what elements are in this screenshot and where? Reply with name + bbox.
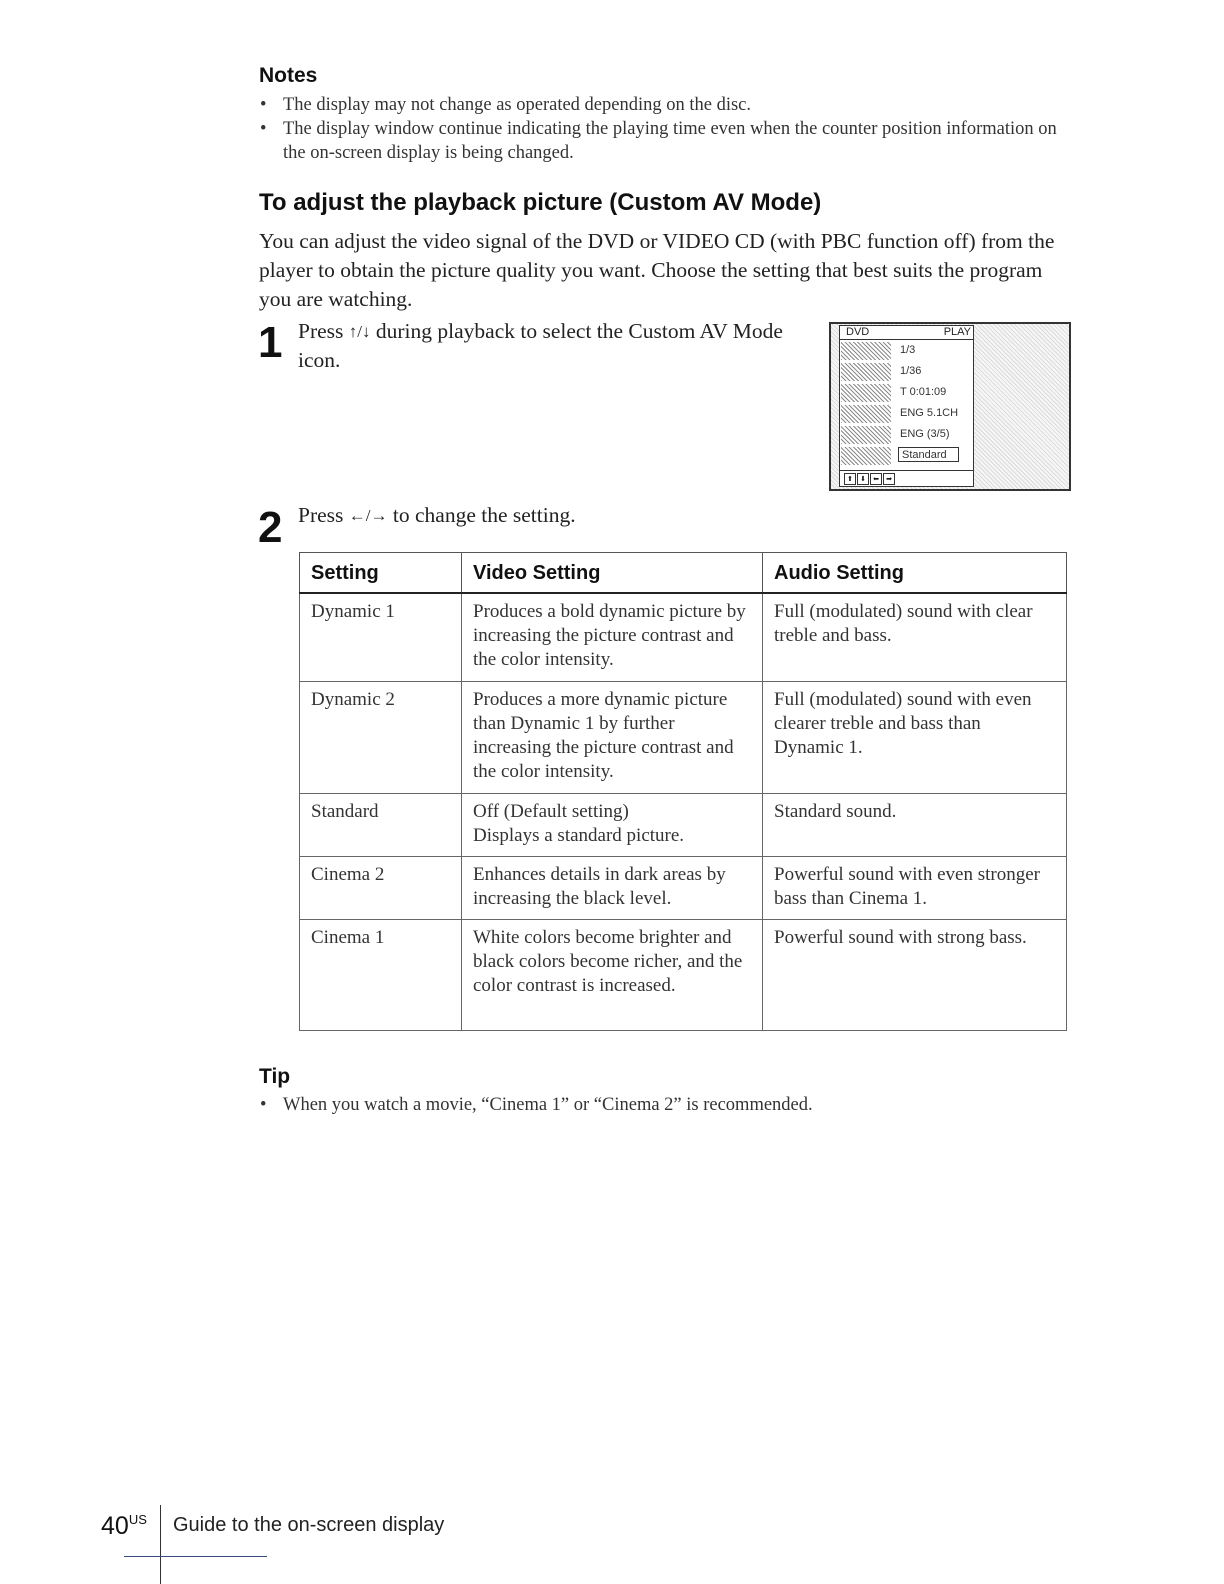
notes-heading: Notes	[259, 64, 318, 87]
audio-icon	[841, 405, 891, 423]
title-icon	[841, 342, 891, 360]
audio-setting-cell: Powerful sound with strong bass.	[763, 919, 1067, 1030]
chapter-icon	[841, 363, 891, 381]
setting-cell: Cinema 1	[300, 919, 462, 1030]
table-row	[300, 793, 1067, 856]
left-right-arrow-icon: ←/→	[348, 506, 388, 525]
table-row	[300, 919, 1067, 1030]
audio-setting-cell: Full (modulated) sound with clear treble and bass.	[763, 593, 1067, 681]
step-1-pre: Press	[298, 319, 349, 343]
page-number	[101, 1512, 147, 1541]
video-setting-cell: Off (Default setting) Displays a standard picture.	[462, 793, 763, 856]
custom-av-mode-icon	[841, 447, 891, 465]
up-arrow-icon: ⬆	[844, 473, 856, 485]
section-intro: You can adjust the video signal of the DVD or VIDEO CD (with PBC function off) from the player to obtain the picture quality you want. Choose the setting that best suits the program you are watching.	[259, 229, 1055, 311]
footer-divider	[160, 1505, 161, 1584]
osd-header	[840, 326, 973, 340]
step-1-text	[298, 317, 808, 374]
video-setting-cell: Produces a more dynamic picture than Dynamic 1 by further increasing the picture contrast and the color intensity.	[462, 681, 763, 793]
osd-audio-value: ENG 5.1CH	[900, 407, 959, 419]
step-1-post: during playback to select the Custom AV Mode icon.	[298, 319, 783, 372]
tip-heading: Tip	[259, 1065, 291, 1088]
video-setting-cell: White colors become brighter and black colors become richer, and the color contrast is increased.	[462, 919, 763, 1030]
footer-section-title: Guide to the on-screen display	[173, 1514, 445, 1536]
setting-cell: Standard	[300, 793, 462, 856]
osd-chapter-value: 1/36	[900, 365, 922, 377]
audio-setting-cell: Powerful sound with even stronger bass than Cinema 1.	[763, 856, 1067, 919]
osd-row-chapter	[840, 362, 973, 382]
footer-rule	[124, 1556, 267, 1557]
setting-cell: Dynamic 2	[300, 681, 462, 793]
audio-setting-cell: Full (modulated) sound with even clearer treble and bass than Dynamic 1.	[763, 681, 1067, 793]
step-2-post: to change the setting.	[387, 503, 576, 527]
osd-custom-av-mode-value: Standard	[898, 447, 959, 462]
page-number-value: 40	[101, 1512, 129, 1540]
osd-row-audio	[840, 404, 973, 424]
tip-item: • When you watch a movie, “Cinema 1” or “Cinema 2” is recommended.	[259, 1093, 1059, 1117]
table-row	[300, 856, 1067, 919]
column-header-setting: Setting	[300, 553, 462, 594]
step-2-pre: Press	[298, 503, 349, 527]
up-down-arrow-icon: ↑/↓	[348, 322, 371, 341]
audio-setting-cell: Standard sound.	[763, 793, 1067, 856]
column-header-video-setting: Video Setting	[462, 553, 763, 594]
osd-button-guide	[844, 473, 895, 485]
settings-table	[299, 552, 1067, 1031]
step-1-number: 1	[258, 318, 283, 367]
table-header-row	[300, 553, 1067, 594]
left-arrow-icon: ⬅	[870, 473, 882, 485]
right-arrow-icon: ➡	[883, 473, 895, 485]
osd-illustration	[829, 322, 1071, 491]
tip-list	[259, 1093, 1059, 1117]
osd-time-value: T 0:01:09	[900, 386, 947, 398]
note-item: • The display may not change as operated depending on the disc.	[259, 93, 1059, 117]
osd-row-title	[840, 341, 973, 361]
osd-row-time	[840, 383, 973, 403]
video-setting-cell: Produces a bold dynamic picture by increasing the picture contrast and the color intensity.	[462, 593, 763, 681]
table-row	[300, 593, 1067, 681]
table-row	[300, 681, 1067, 793]
setting-cell: Dynamic 1	[300, 593, 462, 681]
note-item: • The display window continue indicating the playing time even when the counter position information on the on-screen display is being changed.	[259, 117, 1059, 165]
osd-row-custom-av-mode	[840, 446, 973, 466]
video-setting-cell: Enhances details in dark areas by increasing the black level.	[462, 856, 763, 919]
osd-title-value: 1/3	[900, 344, 916, 356]
osd-subtitle-value: ENG (3/5)	[900, 428, 950, 440]
section-heading: To adjust the playback picture (Custom AV Mode)	[259, 189, 822, 216]
time-icon	[841, 384, 891, 402]
subtitle-icon	[841, 426, 891, 444]
osd-footer	[840, 470, 973, 486]
page-number-suffix: US	[128, 1512, 147, 1527]
setting-cell: Cinema 2	[300, 856, 462, 919]
osd-play-status: PLAY	[943, 326, 971, 338]
step-2-text	[298, 501, 898, 530]
step-2-number: 2	[258, 503, 283, 552]
down-arrow-icon: ⬇	[857, 473, 869, 485]
osd-control-menu	[839, 325, 974, 487]
osd-disc-type: DVD	[846, 326, 870, 338]
osd-row-subtitle	[840, 425, 973, 445]
column-header-audio-setting: Audio Setting	[763, 553, 1067, 594]
notes-list	[259, 93, 1059, 165]
